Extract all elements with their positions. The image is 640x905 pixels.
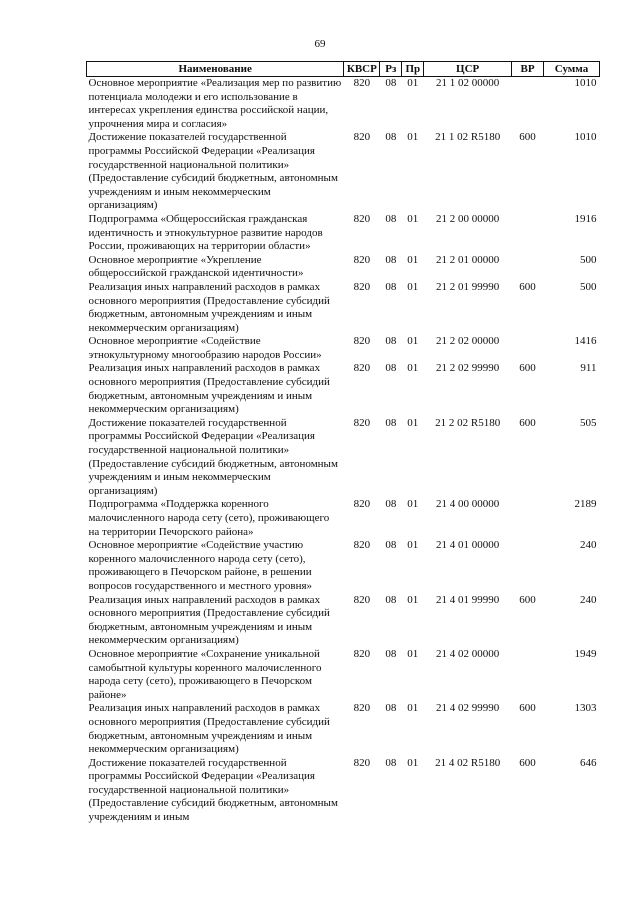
cell-pr: 01 xyxy=(407,131,419,144)
header-csr: ЦСР xyxy=(424,62,512,77)
table-row xyxy=(87,757,600,825)
cell-kvsr: 820 xyxy=(353,253,371,266)
cell-sum: 240 xyxy=(580,539,597,552)
cell-csr: 21 2 00 00000 xyxy=(436,212,500,225)
table-row xyxy=(87,281,600,335)
cell-pr: 01 xyxy=(407,756,419,769)
cell-pr: 01 xyxy=(407,362,419,375)
header-rz: Рз xyxy=(380,62,402,77)
cell-name: Достижение показателей государственной программы Российской Федерации «Реализация государственной национальной политики» (Предоставление субсидий бюджетным, автономным учреждениям и иным некоммерческим организациям) xyxy=(88,131,338,212)
cell-rz: 08 xyxy=(385,253,397,266)
cell-name: Подпрограмма «Поддержка коренного малочисленного народа сету (сето), проживающего на территории Печорского района» xyxy=(88,498,330,538)
cell-vr: 600 xyxy=(519,416,536,429)
cell-name: Основное мероприятие «Содействие участию коренного малочисленного народа сету (сето), проживающего в Печорском районе, в решении вопросов государственного и местного уровня» xyxy=(88,539,313,592)
cell-csr: 21 2 01 99990 xyxy=(436,280,500,293)
cell-name: Реализация иных направлений расходов в рамках основного мероприятия (Предоставление субсидий бюджетным, автономным учреждениям и иным некоммерческим организациям) xyxy=(88,280,330,334)
cell-vr xyxy=(512,539,544,593)
cell-kvsr: 820 xyxy=(353,280,371,293)
cell-pr: 01 xyxy=(407,593,419,606)
cell-sum: 2189 xyxy=(574,498,597,511)
cell-name: Достижение показателей государственной программы Российской Федерации «Реализация государственной национальной политики» (Предоставление субсидий бюджетным, автономным учреждениям и иным некоммерческим организациям) xyxy=(88,416,338,497)
cell-sum: 911 xyxy=(580,362,597,375)
table-row xyxy=(87,594,600,648)
cell-csr: 21 1 02 R5180 xyxy=(435,131,501,144)
cell-kvsr: 820 xyxy=(353,416,371,429)
cell-pr: 01 xyxy=(407,539,419,552)
header-vr: ВР xyxy=(512,62,544,77)
cell-kvsr: 820 xyxy=(353,539,371,552)
table-header-row xyxy=(87,62,600,77)
cell-csr: 21 4 02 99990 xyxy=(436,702,500,715)
cell-vr xyxy=(512,254,544,281)
cell-pr: 01 xyxy=(407,702,419,715)
table-row xyxy=(87,539,600,593)
cell-rz: 08 xyxy=(385,362,397,375)
cell-sum: 505 xyxy=(580,416,597,429)
cell-sum: 1010 xyxy=(574,77,597,89)
cell-csr: 21 4 02 R5180 xyxy=(435,756,501,769)
cell-rz: 08 xyxy=(385,498,397,511)
cell-kvsr: 820 xyxy=(353,498,371,511)
table-row xyxy=(87,213,600,254)
cell-vr: 600 xyxy=(519,702,536,715)
cell-csr: 21 2 01 00000 xyxy=(436,253,500,266)
cell-name: Достижение показателей государственной программы Российской Федерации «Реализация государственной национальной политики» (Предоставление субсидий бюджетным, автономным учреждениям и иным xyxy=(88,756,338,824)
cell-sum: 500 xyxy=(580,253,597,266)
cell-pr: 01 xyxy=(407,498,419,511)
cell-sum: 1303 xyxy=(574,702,597,715)
cell-vr: 600 xyxy=(519,280,536,293)
cell-rz: 08 xyxy=(385,280,397,293)
cell-kvsr: 820 xyxy=(353,131,371,144)
header-pr: Пр xyxy=(402,62,424,77)
cell-sum: 646 xyxy=(580,756,597,769)
cell-vr xyxy=(512,213,544,254)
cell-csr: 21 1 02 00000 xyxy=(436,77,500,89)
cell-vr xyxy=(512,77,544,132)
cell-rz: 08 xyxy=(385,647,397,660)
cell-name: Реализация иных направлений расходов в рамках основного мероприятия (Предоставление субсидий бюджетным, автономным учреждениям и иным некоммерческим организациям) xyxy=(88,702,330,756)
cell-pr: 01 xyxy=(407,253,419,266)
cell-name: Основное мероприятие «Реализация мер по развитию потенциала молодежи и его использование в интересах укрепления единства российской нации, упрочнения мира и согласия» xyxy=(88,77,342,130)
cell-sum: 1949 xyxy=(574,647,597,660)
cell-name: Основное мероприятие «Укрепление общероссийской гражданской идентичности» xyxy=(88,253,304,280)
cell-name: Основное мероприятие «Содействие этнокультурному многообразию народов России» xyxy=(88,335,322,361)
cell-rz: 08 xyxy=(385,131,397,144)
cell-csr: 21 4 02 00000 xyxy=(436,647,500,660)
cell-sum: 1416 xyxy=(574,335,597,348)
cell-rz: 08 xyxy=(385,212,397,225)
table-row xyxy=(87,648,600,702)
cell-vr xyxy=(512,335,544,362)
cell-sum: 500 xyxy=(580,280,597,293)
cell-rz: 08 xyxy=(385,756,397,769)
cell-pr: 01 xyxy=(407,335,419,348)
cell-pr: 01 xyxy=(407,280,419,293)
cell-vr xyxy=(512,648,544,702)
cell-kvsr: 820 xyxy=(353,702,371,715)
cell-rz: 08 xyxy=(385,593,397,606)
cell-vr: 600 xyxy=(519,131,536,144)
cell-sum: 1010 xyxy=(574,131,597,144)
cell-csr: 21 2 02 R5180 xyxy=(435,416,501,429)
table-body xyxy=(87,77,600,825)
cell-rz: 08 xyxy=(385,77,397,89)
cell-kvsr: 820 xyxy=(353,335,371,348)
cell-kvsr: 820 xyxy=(353,756,371,769)
table-row xyxy=(87,417,600,499)
table-row xyxy=(87,335,600,362)
header-kvsr: КВСР xyxy=(344,62,380,77)
cell-name: Реализация иных направлений расходов в рамках основного мероприятия (Предоставление субсидий бюджетным, автономным учреждениям и иным некоммерческим организациям) xyxy=(88,362,330,416)
cell-vr: 600 xyxy=(519,756,536,769)
table-row xyxy=(87,254,600,281)
table-row xyxy=(87,77,600,132)
cell-csr: 21 4 01 99990 xyxy=(436,593,500,606)
cell-vr: 600 xyxy=(519,362,536,375)
cell-name: Реализация иных направлений расходов в рамках основного мероприятия (Предоставление субсидий бюджетным, автономным учреждениям и иным некоммерческим организациям) xyxy=(88,593,330,647)
cell-csr: 21 4 01 00000 xyxy=(436,539,500,552)
cell-vr: 600 xyxy=(519,593,536,606)
cell-kvsr: 820 xyxy=(353,212,371,225)
cell-vr xyxy=(512,498,544,539)
cell-pr: 01 xyxy=(407,77,419,89)
cell-sum: 1916 xyxy=(574,212,597,225)
budget-table xyxy=(86,61,600,825)
cell-csr: 21 2 02 99990 xyxy=(436,362,500,375)
cell-kvsr: 820 xyxy=(353,647,371,660)
cell-kvsr: 820 xyxy=(353,593,371,606)
cell-sum: 240 xyxy=(580,593,597,606)
cell-csr: 21 4 00 00000 xyxy=(436,498,500,511)
cell-kvsr: 820 xyxy=(353,362,371,375)
page-number: 69 xyxy=(314,38,326,50)
cell-pr: 01 xyxy=(407,416,419,429)
table-row xyxy=(87,702,600,756)
cell-rz: 08 xyxy=(385,702,397,715)
table-row xyxy=(87,498,600,539)
cell-name: Основное мероприятие «Сохранение уникальной самобытной культуры коренного малочисленного народа сету (сето), проживающего в Печорском районе» xyxy=(88,647,322,701)
cell-rz: 08 xyxy=(385,335,397,348)
cell-rz: 08 xyxy=(385,539,397,552)
header-name: Наименование xyxy=(87,62,344,77)
cell-kvsr: 820 xyxy=(353,77,371,89)
cell-pr: 01 xyxy=(407,212,419,225)
cell-name: Подпрограмма «Общероссийская гражданская идентичность и этнокультурное развитие народов России, проживающих на территории области» xyxy=(88,212,323,253)
table-row xyxy=(87,362,600,416)
header-sum: Сумма xyxy=(544,62,600,77)
cell-csr: 21 2 02 00000 xyxy=(436,335,500,348)
cell-pr: 01 xyxy=(407,647,419,660)
cell-rz: 08 xyxy=(385,416,397,429)
table-row xyxy=(87,131,600,213)
